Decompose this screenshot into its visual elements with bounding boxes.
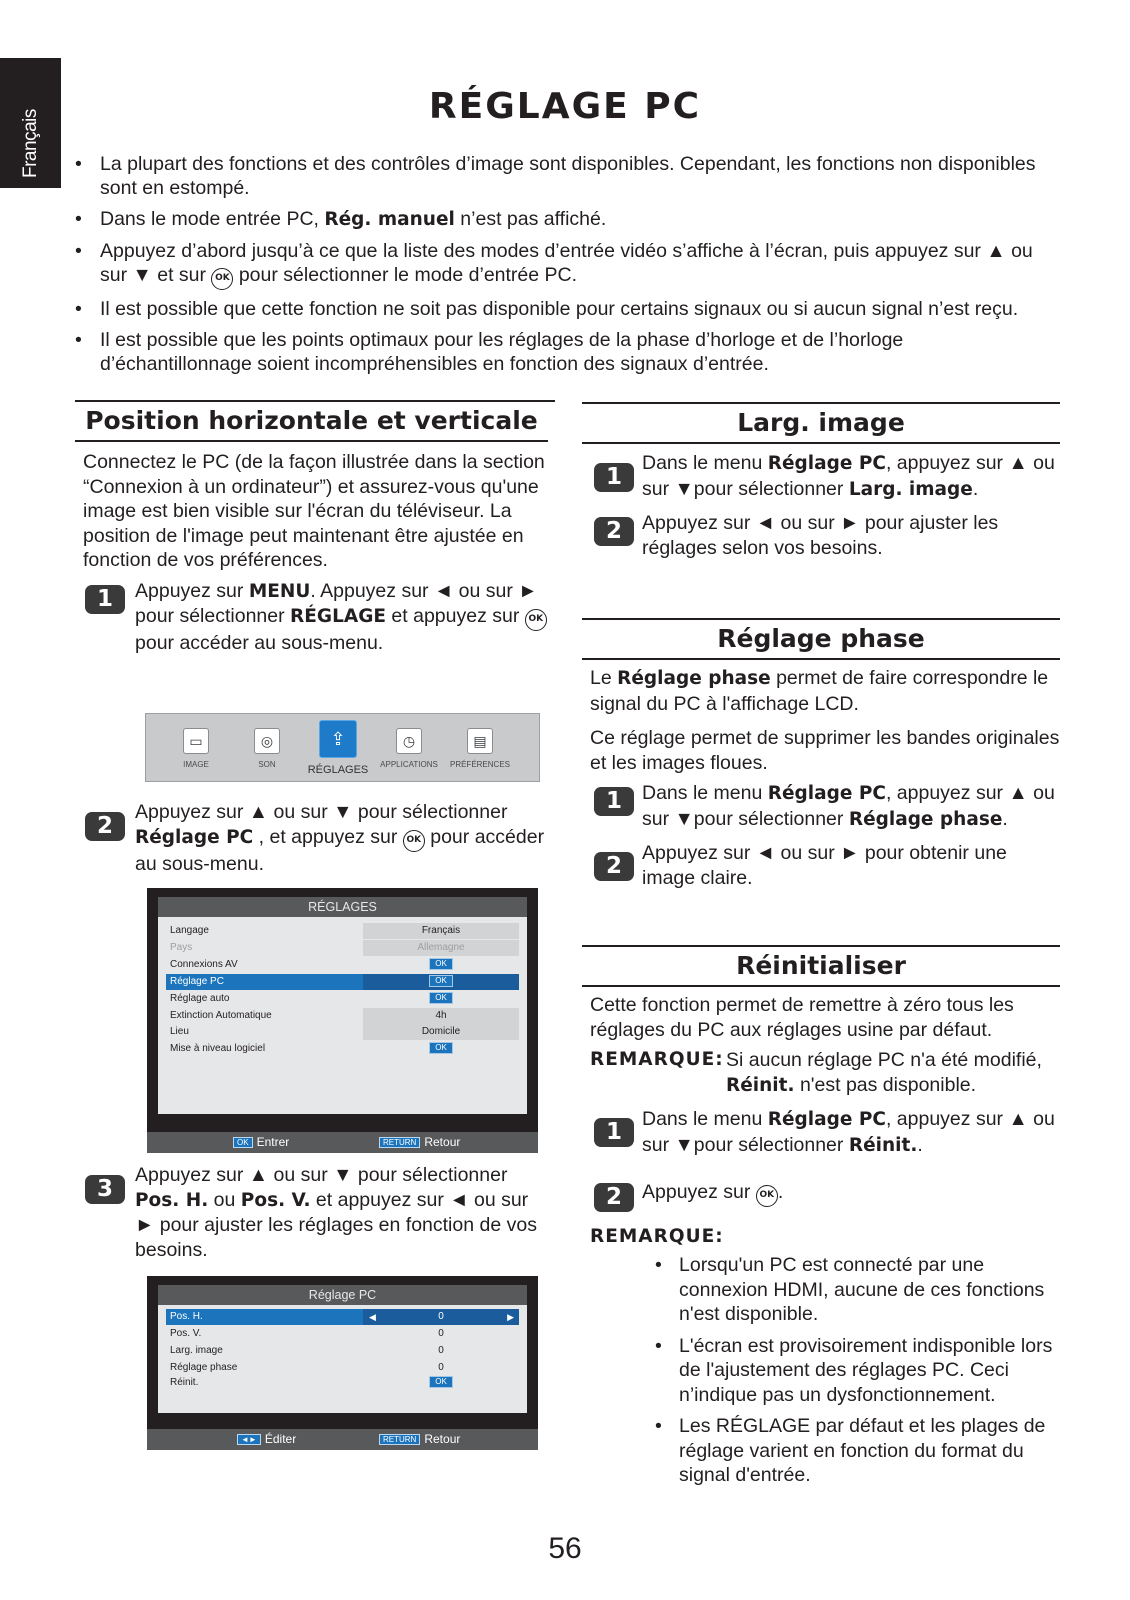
section-heading-larg-image: Larg. image (582, 402, 1060, 444)
intro-note: • Appuyez d’abord jusqu’à ce que la liste des modes d’entrée vidéo s’affiche à l’écran, puis appuyez sur ▲ ou sur ▼ et sur OK pour sélectionner le mode d’entrée PC. (75, 239, 1055, 290)
phase-paragraph-2: Ce réglage permet de supprimer les bandes originales et les images floues. (590, 727, 1060, 774)
step-number-badge: 1 (85, 585, 125, 614)
reinit-section (582, 945, 1060, 1495)
intro-note: • Il est possible que les points optimaux pour les réglages de la phase d’horloge et de l’horloge d’échantillonnage soient incompréhensibles en fonction des signaux d’entrée. (75, 328, 1055, 376)
reinit-step-1: 1 Dans le menu Réglage PC, appuyez sur ▲ ou sur ▼pour sélectionner Réinit.. (582, 1107, 1060, 1158)
position-step-2: 2 Appuyez sur ▲ ou sur ▼ pour sélectionner Réglage PC , et appuyez sur OK pour accéder au sous-menu. (75, 800, 548, 876)
ok-button-icon: OK (211, 268, 233, 290)
settings-menu-footer: OK Entrer RETURN Retour (147, 1132, 538, 1153)
right-arrow-icon[interactable]: ▶ (507, 1312, 514, 1322)
phase-section (582, 618, 1060, 890)
clock-icon: ◷ (396, 728, 422, 754)
menu-row-mise-a-niveau[interactable]: Mise à niveau logiciel OK (166, 1041, 519, 1057)
intro-note: • La plupart des fonctions et des contrôles d’image sont disponibles. Cependant, les fonctions non disponibles sont en estompé. (75, 152, 1055, 200)
reinit-remark-heading: REMARQUE: (590, 1226, 724, 1247)
return-key-icon: RETURN (379, 1137, 420, 1148)
reinit-step-2: 2 Appuyez sur OK . (582, 1180, 1060, 1207)
pc-settings-panel (158, 1305, 527, 1413)
settings-menu-title: RÉGLAGES (158, 897, 527, 917)
section-heading-phase: Réglage phase (582, 618, 1060, 660)
menu-row-reglage-phase[interactable]: Réglage phase 0 (170, 1362, 444, 1373)
larg-step-2: 2 Appuyez sur ◄ ou sur ► pour ajuster les réglages selon vos besoins. (582, 511, 1060, 560)
intro-notes (75, 152, 1055, 383)
larg-step-1: 1 Dans le menu Réglage PC, appuyez sur ▲ ou sur ▼pour sélectionner Larg. image. (582, 451, 1060, 502)
menu-row-pays: Pays Allemagne (166, 940, 519, 956)
position-section (75, 402, 548, 656)
reinit-paragraph: Cette fonction permet de remettre à zéro tous les réglages du PC aux réglages usine par défaut. (590, 994, 1014, 1041)
ok-chip: OK (429, 975, 453, 987)
language-tab-label: Français (20, 109, 41, 178)
step-number-badge: 2 (85, 812, 125, 841)
main-menu-bar: ▭ IMAGE ◎ SON ⇪ RÉGLAGES ◷ APPLICATIONS ▤ PRÉFÉRENCES (145, 713, 540, 782)
return-key-icon: RETURN (379, 1434, 420, 1445)
phase-step-1: 1 Dans le menu Réglage PC, appuyez sur ▲ ou sur ▼pour sélectionner Réglage phase. (582, 781, 1060, 832)
ok-button-icon: OK (403, 830, 425, 852)
menu-row-reglage-auto[interactable]: Réglage auto OK (166, 991, 519, 1007)
step-number-badge: 2 (594, 852, 634, 881)
speaker-icon: ◎ (254, 728, 280, 754)
intro-note: • Il est possible que cette fonction ne soit pas disponible pour certains signaux ou si aucun signal n’est reçu. (75, 297, 1055, 321)
tv-icon: ▭ (183, 728, 209, 754)
menu-row-connexions-av[interactable]: Connexions AV OK (166, 957, 519, 973)
settings-menu-screen (147, 888, 538, 1153)
step-number-badge: 1 (594, 463, 634, 492)
page-number: 56 (548, 1532, 582, 1565)
menu-row-lieu[interactable]: Lieu Domicile (166, 1024, 519, 1040)
step-number-badge: 2 (594, 517, 634, 546)
page-title: RÉGLAGE PC (428, 86, 702, 127)
menu-row-pos-h[interactable]: Pos. H. 0 ◀ ▶ (166, 1309, 519, 1325)
ok-chip: OK (429, 1042, 453, 1054)
ok-chip: OK (429, 992, 453, 1004)
note-item: • Lorsqu'un PC est connecté par une connexion HDMI, aucune de ces fonctions n'est disponible. (655, 1253, 1060, 1327)
note-item: • L'écran est provisoirement indisponible lors de l'ajustement des réglages PC. Ceci n’indique pas un dysfonctionnement. (655, 1334, 1060, 1408)
left-arrow-icon[interactable]: ◀ (369, 1312, 376, 1322)
step-number-badge: 2 (594, 1183, 634, 1212)
intro-note: • Dans le mode entrée PC, Rég. manuel n’est pas affiché. (75, 207, 1055, 232)
settings-menu-panel (158, 917, 527, 1114)
ok-key-icon: OK (233, 1137, 253, 1148)
larg-image-section (582, 402, 1060, 560)
pc-settings-title: Réglage PC (158, 1285, 527, 1305)
menu-row-extinction[interactable]: Extinction Automatique 4h (166, 1008, 519, 1024)
phase-step-2: 2 Appuyez sur ◄ ou sur ► pour obtenir une image claire. (582, 841, 1060, 890)
ok-chip: OK (429, 1376, 453, 1388)
menu-row-reinit[interactable]: Réinit. OK (166, 1375, 519, 1391)
phase-paragraph-1: Le Réglage phase permet de faire correspondre le signal du PC à l'affichage LCD. (590, 667, 1049, 715)
ok-button-icon: OK (756, 1185, 778, 1207)
keyboard-icon: ▤ (467, 728, 493, 754)
ok-chip: OK (429, 958, 453, 970)
section-heading-reinit: Réinitialiser (582, 945, 1060, 987)
reinit-notes (655, 1253, 1060, 1488)
section-heading-position: Position horizontale et verticale (75, 402, 548, 442)
left-right-key-icon: ◄► (237, 1434, 261, 1445)
step-number-badge: 1 (594, 1118, 634, 1147)
step-number-badge: 1 (594, 787, 634, 816)
menu-row-langage[interactable]: Langage Français (166, 923, 519, 939)
reinit-remark: REMARQUE: Si aucun réglage PC n'a été modifié, Réinit. n'est pas disponible. (590, 1049, 1042, 1096)
position-intro: Connectez le PC (de la façon illustrée dans la section “Connexion à un ordinateur”) et assurez-vous qu'une image est bien visible sur l'écran du téléviseur. La position de l'image peut maintenant être ajustée en fonction de vos préférences. (83, 451, 545, 571)
settings-icon: ⇪ (319, 720, 357, 758)
position-step-3: 3 Appuyez sur ▲ ou sur ▼ pour sélectionner Pos. H. ou Pos. V. et appuyez sur ◄ ou sur ► pour ajuster les réglages en fonction de vos besoins. (75, 1163, 548, 1262)
menu-row-pos-v[interactable]: Pos. V. 0 (170, 1328, 444, 1339)
menu-row-reglage-pc[interactable]: Réglage PC OK (166, 974, 519, 990)
ok-button-icon: OK (525, 609, 547, 631)
step-number-badge: 3 (85, 1175, 125, 1204)
pc-settings-footer: ◄► Éditer RETURN Retour (147, 1429, 538, 1450)
pc-settings-screen (147, 1276, 538, 1450)
position-step-1: 1 Appuyez sur MENU. Appuyez sur ◄ ou sur ► pour sélectionner RÉGLAGE et appuyez sur OK pour accéder au sous-menu. (75, 579, 548, 656)
note-item: • Les RÉGLAGE par défaut et les plages de réglage varient en fonction du format du signal d'entrée. (655, 1414, 1060, 1488)
menu-row-larg-image[interactable]: Larg. image 0 (170, 1345, 444, 1356)
